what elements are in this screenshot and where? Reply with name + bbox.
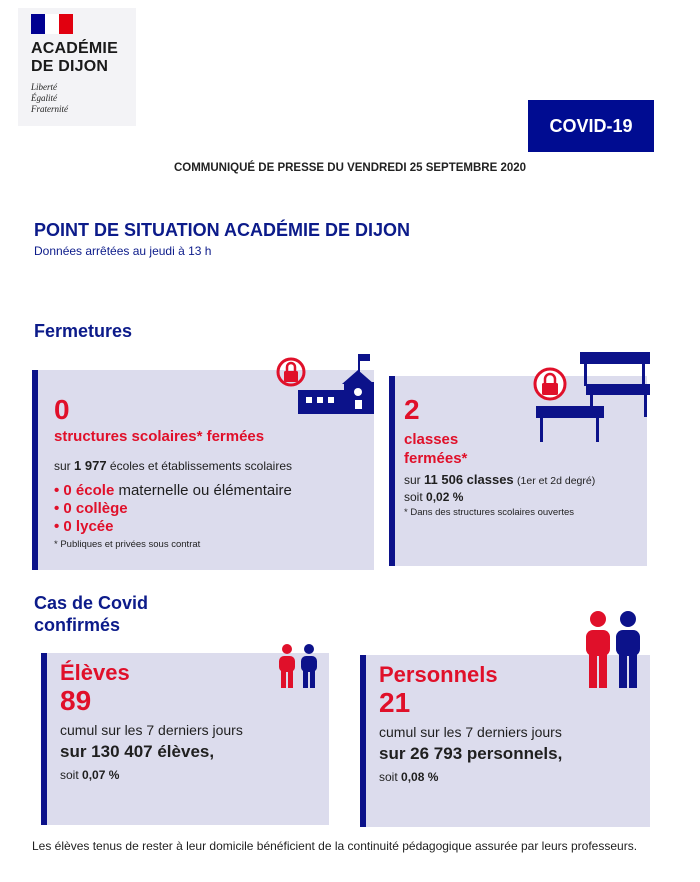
structures-closed-label: structures scolaires* fermées [54, 428, 265, 445]
structures-footnote: * Publiques et privées sous contrat [54, 539, 201, 550]
structures-total-value: 1 977 [74, 458, 107, 473]
classes-sur-prefix: sur [404, 473, 421, 487]
structures-closed-count: 0 [54, 394, 70, 425]
academy-line2: DE DIJON [31, 58, 109, 75]
students-icon [275, 642, 321, 690]
personnels-ratio [379, 770, 438, 784]
cas-title-line2: confirmés [34, 615, 121, 635]
classes-total-suffix: (1er et 2d degré) [517, 475, 596, 487]
eleves-count: 89 [60, 685, 92, 716]
classes-total [404, 472, 595, 487]
school-lock-icon [274, 352, 380, 416]
eleves-label: Élèves [60, 660, 130, 685]
classes-closed-label [404, 430, 467, 468]
personnels-cumul: cumul sur les 7 derniers jours [379, 724, 562, 740]
classes-footnote: * Dans des structures scolaires ouvertes [404, 507, 575, 518]
motto-fraternite: Fraternité [31, 104, 68, 114]
bullet-lycee: • 0 lycée [54, 518, 114, 535]
structures-bullets [54, 482, 292, 536]
motto-liberte: Liberté [31, 82, 57, 92]
cas-title-line1: Cas de Covid [34, 593, 149, 613]
bullet-ecole: • 0 école maternelle ou élémentaire [54, 482, 292, 499]
eleves-soit: soit [60, 768, 79, 782]
covid-badge: COVID-19 [528, 100, 654, 152]
french-flag-icon [31, 14, 73, 34]
classes-label-line2: fermées* [404, 450, 468, 467]
fermetures-title: Fermetures [34, 321, 133, 341]
situation-title: POINT DE SITUATION ACADÉMIE DE DIJON [34, 220, 411, 240]
eleves-total: sur 130 407 élèves, [60, 742, 215, 761]
academy-line1: ACADÉMIE [31, 40, 118, 57]
staff-icon [582, 610, 644, 690]
footer-note: Les élèves tenus de rester à leur domicile bénéficient de la continuité pédagogique assurée par leurs professeurs. [32, 839, 638, 853]
classes-total-value: 11 506 classes [424, 472, 514, 487]
eleves-ratio [60, 768, 119, 782]
eleves-ratio-value: 0,07 % [82, 768, 120, 782]
bullet-college: • 0 collège [54, 500, 128, 517]
personnels-soit: soit [379, 770, 398, 784]
desks-lock-icon [528, 350, 654, 446]
structures-total [54, 458, 292, 473]
personnels-ratio-value: 0,08 % [401, 770, 439, 784]
academy-logo-text [31, 40, 118, 76]
classes-label-line1: classes [404, 431, 459, 448]
personnels-total: sur 26 793 personnels, [379, 744, 563, 763]
structures-total-suffix: écoles et établissements scolaires [109, 459, 292, 473]
press-release-date: COMMUNIQUÉ DE PRESSE DU VENDREDI 25 SEPTEMBRE 2020 [173, 162, 527, 174]
personnels-label: Personnels [379, 662, 498, 687]
motto-egalite: Égalité [31, 93, 57, 103]
cas-title [34, 592, 148, 636]
classes-soit: soit [404, 490, 423, 504]
situation-subtitle: Données arrêtées au jeudi à 13 h [34, 244, 212, 258]
personnels-count: 21 [379, 687, 411, 718]
sur-prefix: sur [54, 459, 71, 473]
eleves-cumul: cumul sur les 7 derniers jours [60, 722, 243, 738]
classes-ratio-value: 0,02 % [426, 490, 464, 504]
motto [31, 82, 68, 115]
classes-closed-count: 2 [404, 394, 420, 425]
classes-ratio [404, 490, 463, 504]
